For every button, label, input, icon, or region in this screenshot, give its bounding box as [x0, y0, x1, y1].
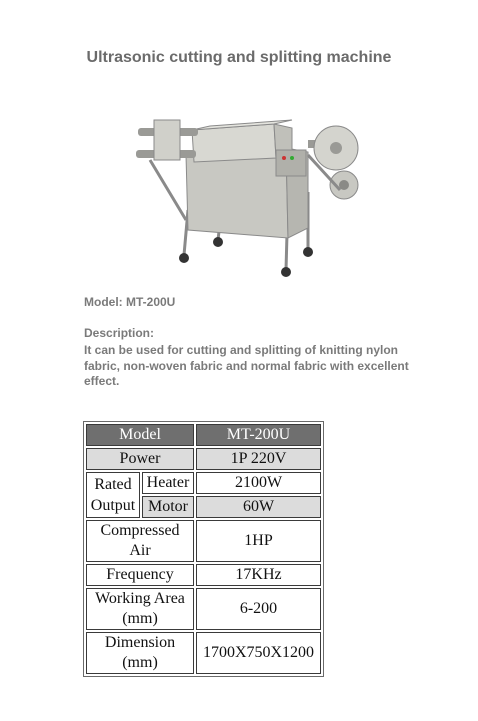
power-value: 1P 220V [196, 448, 321, 470]
table-row [86, 588, 321, 630]
compressed-air-label: Compressed Air [86, 520, 194, 562]
motor-value: 60W [196, 496, 321, 518]
table-row [86, 520, 321, 562]
frequency-label: Frequency [86, 564, 194, 586]
description-text: It can be used for cutting and splitting of knitting nylon fabric, non-woven fabric and normal fabric with excellent effect. [84, 343, 409, 388]
table-row [86, 424, 321, 446]
header-value: MT-200U [196, 424, 321, 446]
dimension-value: 1700X750X1200 [196, 632, 321, 674]
header-label: Model [86, 424, 194, 446]
table-row [86, 472, 321, 494]
spec-table [83, 421, 324, 677]
table-row [86, 564, 321, 586]
machine-photo [126, 110, 366, 290]
motor-label: Motor [142, 496, 194, 518]
heater-label: Heater [142, 472, 194, 494]
working-area-value: 6-200 [196, 588, 321, 630]
dimension-label: Dimension (mm) [86, 632, 194, 674]
page-title: Ultrasonic cutting and splitting machine [86, 49, 392, 66]
model-line: Model: MT-200U [84, 295, 176, 309]
compressed-air-value: 1HP [196, 520, 321, 562]
working-area-label: Working Area (mm) [86, 588, 194, 630]
heater-value: 2100W [196, 472, 321, 494]
rated-output-label: Rated Output [86, 472, 140, 518]
table-row [86, 448, 321, 470]
table-row [86, 632, 321, 674]
frequency-value: 17KHz [196, 564, 321, 586]
description-label: Description: [84, 326, 155, 340]
power-label: Power [86, 448, 194, 470]
